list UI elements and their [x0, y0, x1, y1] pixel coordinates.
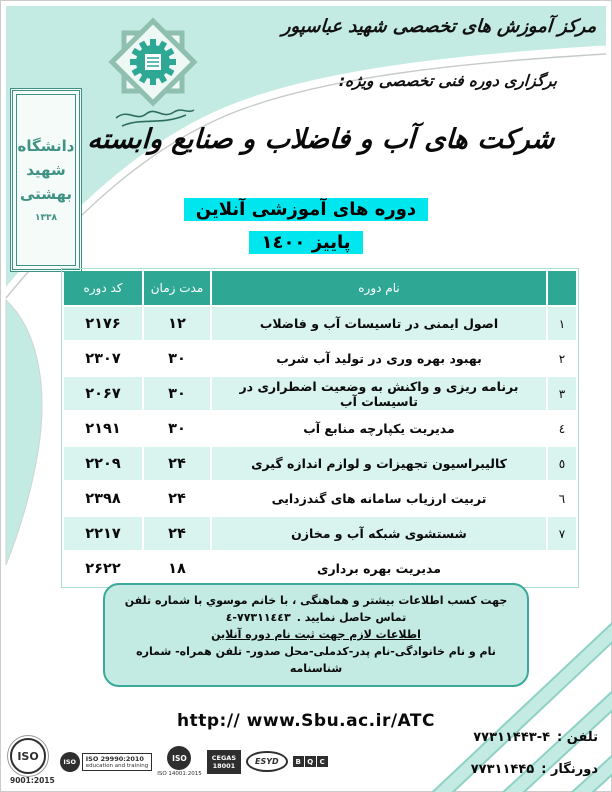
course-code-cell: ۲۱۹۱: [64, 412, 142, 445]
org-title: مرکز آموزش های تخصصی شهید عباسپور: [280, 16, 597, 37]
course-duration-cell: ۳۰: [144, 412, 210, 445]
header-subtitle: برگزاری دوره فنی تخصصی ویژه:: [338, 72, 558, 90]
course-code-cell: ۲۲۱۷: [64, 517, 142, 550]
course-name-cell: تربیت ارزیاب سامانه های گندزدایی: [212, 482, 546, 515]
bqc-logo: [293, 756, 328, 767]
table-row: [64, 552, 576, 585]
university-founding-year: ١٣٣٨: [35, 213, 57, 223]
contact-line-2: [113, 609, 519, 626]
fax-number: ۷۷۳۱۱۴۴۵: [470, 762, 535, 777]
cegas-18001-logo: [207, 750, 241, 774]
table-row: [64, 447, 576, 480]
training-center-emblem-icon: [98, 14, 210, 132]
bqc-letter: C: [317, 756, 328, 767]
row-number-cell: ٤: [548, 412, 576, 445]
highlight-season: پاییز ١٤٠٠: [0, 231, 612, 254]
table-row: [64, 307, 576, 340]
course-duration-cell: ۲۴: [144, 482, 210, 515]
iso-9001-caption: 9001:2015: [10, 776, 55, 785]
course-name-cell: کالیبراسیون تجهیزات و لوازم اندازه گیری: [212, 447, 546, 480]
phone-number: ۷۷۳۱۱۴۴۳-۴: [473, 730, 551, 745]
registration-fields: نام و نام خانوادگی-نام پدر-کدملی-محل صدور- تلفن همراه- شماره شناسنامه: [136, 645, 496, 675]
row-number-cell: ٢: [548, 342, 576, 375]
table-row: [64, 412, 576, 445]
course-name-cell: مدیریت بهره برداری: [212, 552, 546, 585]
course-code-cell: ۲۶۲۲: [64, 552, 142, 585]
university-logo-word: دانشگاه: [17, 137, 75, 155]
contact-line-2-text: تماس حاصل نمایید .: [296, 611, 407, 624]
bqc-letter: Q: [305, 756, 316, 767]
contact-phone-number: ٧٧٣١١٤٤٣-٤: [225, 611, 291, 624]
cegas-label: CEGAS: [211, 753, 237, 762]
row-number-cell: ٦: [548, 482, 576, 515]
course-code-cell: ۲۳۰۷: [64, 342, 142, 375]
course-name-cell: شستشوی شبکه آب و مخازن: [212, 517, 546, 550]
iso-icon: ISO: [60, 752, 80, 772]
table-row: [64, 377, 576, 410]
cegas-caption: 18001: [212, 761, 236, 770]
bqc-letter: B: [293, 756, 304, 767]
course-duration-cell: ۲۴: [144, 517, 210, 550]
esyd-logo: ESYD: [246, 751, 288, 772]
row-number-cell: [548, 552, 576, 585]
course-code-cell: ۲۲۰۹: [64, 447, 142, 480]
main-title: شرکت های آب و فاضلاب و صنایع وابسته: [86, 124, 556, 155]
phone-label: تلفن :: [557, 730, 598, 745]
course-name-cell: بهبود بهره وری در تولید آب شرب: [212, 342, 546, 375]
table-header-row: [64, 271, 576, 305]
row-number-cell: ٥: [548, 447, 576, 480]
website-url: http:// www.Sbu.ac.ir/ATC: [177, 711, 435, 731]
col-course-name: نام دوره: [212, 271, 546, 305]
iso-icon: ISO: [10, 738, 46, 774]
course-name-cell: اصول ایمنی در تاسیسات آب و فاضلاب: [212, 307, 546, 340]
certification-logos: [10, 738, 328, 785]
course-duration-cell: ۱۲: [144, 307, 210, 340]
university-logo-word: شهید: [26, 161, 66, 179]
course-code-cell: ۲۳۹۸: [64, 482, 142, 515]
table-row: [64, 482, 576, 515]
left-mint-tail: [6, 300, 42, 565]
iso-14001-logo: [157, 746, 202, 777]
iso-29990-caption: ISO 29990:2010: [85, 754, 144, 763]
course-code-cell: ۲۱۷۶: [64, 307, 142, 340]
courses-table: [62, 269, 578, 587]
course-duration-cell: ۱۸: [144, 552, 210, 585]
university-logo-word: بهشتی: [19, 185, 73, 203]
registration-info-heading: اطلاعات لازم جهت ثبت نام دوره آنلاین: [211, 628, 421, 641]
contact-line-1: جهت کسب اطلاعات بیشتر و هماهنگی ، با خانم موسوي با شماره تلفن: [124, 594, 508, 607]
col-row-number: [548, 271, 576, 305]
iso-9001-logo: [10, 738, 55, 785]
row-number-cell: ٧: [548, 517, 576, 550]
course-duration-cell: ۳۰: [144, 377, 210, 410]
fax-line: [471, 762, 598, 777]
contact-info-box: [103, 583, 529, 687]
iso-icon: ISO: [167, 746, 191, 770]
col-course-code: کد دوره: [64, 271, 142, 305]
iso-29990-subcaption: education and training: [85, 762, 149, 769]
table-row: [64, 342, 576, 375]
table-row: [64, 517, 576, 550]
course-duration-cell: ۲۴: [144, 447, 210, 480]
highlight-online-courses: دوره های آموزشی آنلاین: [0, 198, 612, 221]
phone-line: [473, 730, 598, 745]
fax-label: دورنگار :: [541, 762, 598, 777]
course-code-cell: ۲۰۶۷: [64, 377, 142, 410]
course-name-cell: برنامه ریزی و واکنش به وضعیت اضطراری در تاسیسات آب: [212, 377, 546, 410]
course-duration-cell: ۳۰: [144, 342, 210, 375]
iso-29990-logo: [60, 752, 152, 772]
row-number-cell: ٣: [548, 377, 576, 410]
iso-14001-caption: ISO 14001:2015: [157, 771, 202, 777]
col-duration: مدت زمان: [144, 271, 210, 305]
row-number-cell: ١: [548, 307, 576, 340]
course-name-cell: مدیریت یکپارچه منابع آب: [212, 412, 546, 445]
